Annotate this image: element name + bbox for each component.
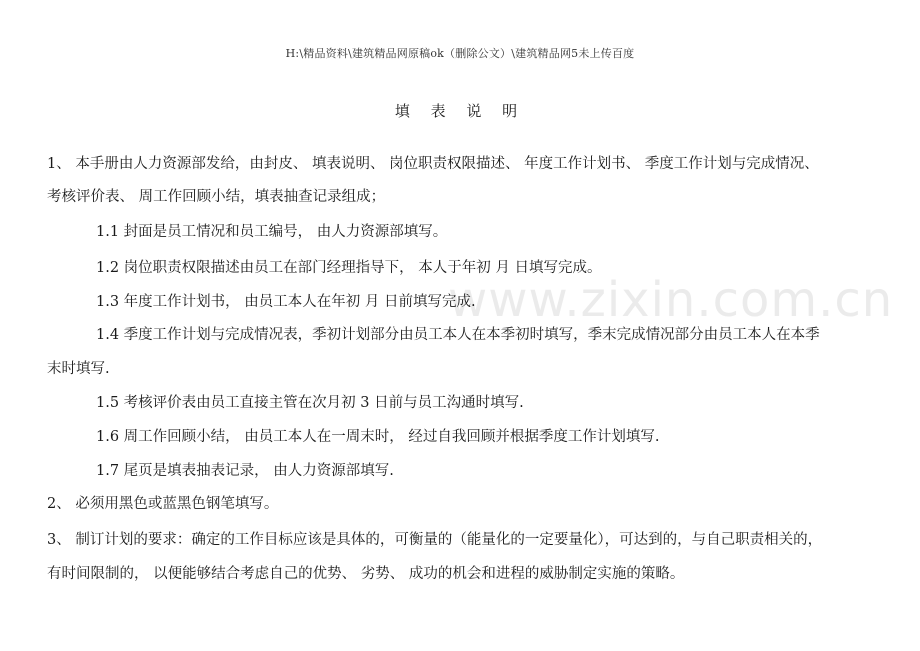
subitem-1-3: 1.3 年度工作计划书， 由员工本人在年初 月 日前填写完成. xyxy=(96,294,476,310)
item-3-line-1: 3、 制订计划的要求：确定的工作目标应该是具体的，可衡量的（能量化的一定要量化），可达到的，与自己职责相关的， xyxy=(47,532,823,548)
subitem-1-5: 1.5 考核评价表由员工直接主管在次月初 3 日前与员工沟通时填写. xyxy=(96,395,524,411)
subitem-1-4-line-2: 末时填写. xyxy=(47,361,110,377)
file-path-header: H:\精品资料\建筑精品网原稿ok（删除公文）\建筑精品网5未上传百度 xyxy=(285,47,635,60)
subitem-1-4-line-1: 1.4 季度工作计划与完成情况表，季初计划部分由员工本人在本季初时填写，季末完成情况部分由员工本人在本季 xyxy=(96,327,820,343)
subitem-1-2: 1.2 岗位职责权限描述由员工在部门经理指导下， 本人于年初 月 日填写完成。 xyxy=(96,260,602,276)
subitem-1-7: 1.7 尾页是填表抽表记录， 由人力资源部填写. xyxy=(96,463,394,479)
item-1-line-1: 1、 本手册由人力资源部发给，由封皮、 填表说明、 岗位职责权限描述、 年度工作计划书、 季度工作计划与完成情况、 xyxy=(47,156,819,172)
watermark: www.zixin.com.cn xyxy=(448,272,894,328)
item-1-line-2: 考核评价表、 周工作回顾小结，填表抽查记录组成； xyxy=(47,189,386,205)
item-2: 2、 必须用黑色或蓝黑色钢笔填写。 xyxy=(47,496,279,512)
subitem-1-1: 1.1 封面是员工情况和员工编号， 由人力资源部填写。 xyxy=(96,224,448,240)
page-title: 填 表 说 明 xyxy=(394,102,526,120)
subitem-1-6: 1.6 周工作回顾小结， 由员工本人在一周末时， 经过自我回顾并根据季度工作计划填写. xyxy=(96,429,660,445)
item-3-line-2: 有时间限制的， 以便能够结合考虑自己的优势、 劣势、 成功的机会和进程的威胁制定实施的策略。 xyxy=(47,566,685,582)
